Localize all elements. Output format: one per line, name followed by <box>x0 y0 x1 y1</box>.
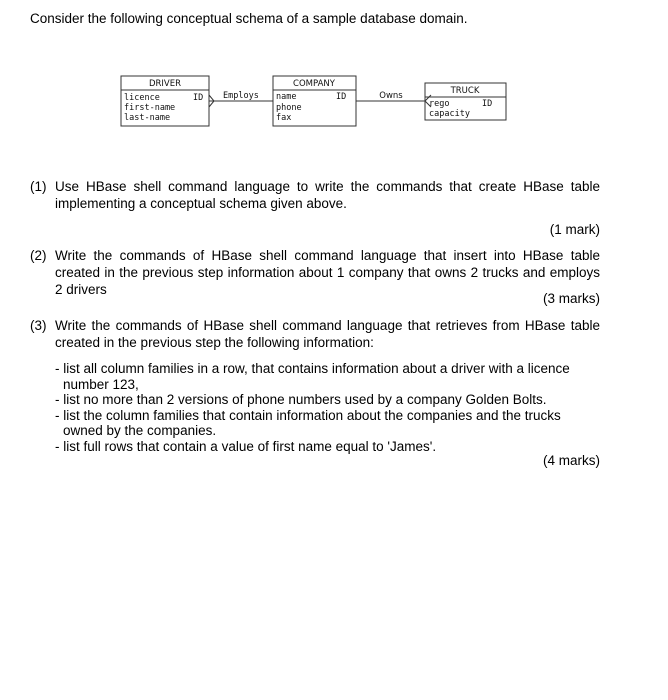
company-title: COMPANY <box>293 79 335 89</box>
driver-title: DRIVER <box>148 79 182 89</box>
conceptual-schema-diagram <box>0 0 668 140</box>
list-item: - list the column families that contain information about the companies and the trucks owned by the companies. <box>55 407 561 438</box>
list-item: - list all column families in a row, that contains information about a driver with a licence number 123, <box>55 361 570 392</box>
employs-relationship <box>209 91 273 107</box>
owns-relationship <box>356 91 431 107</box>
question-2-marks: (3 marks) <box>543 291 600 306</box>
truck-key: ID <box>482 99 493 109</box>
question-text: Write the commands of HBase shell command language that retrieves from HBase table created in the previous step the following information: <box>55 318 600 350</box>
company-entity <box>273 76 356 126</box>
driver-attr: first-name <box>124 103 176 113</box>
driver-attr: last-name <box>124 113 171 123</box>
company-attr: fax <box>276 113 292 123</box>
driver-attr: licence <box>124 93 160 103</box>
question-text: Use HBase shell command language to write the commands that create HBase table implementing a conceptual schema given above. <box>55 179 600 211</box>
owns-label: Owns <box>379 91 403 101</box>
intro-text: Consider the following conceptual schema of a sample database domain. <box>30 11 468 26</box>
list-item: - list full rows that contain a value of first name equal to 'James'. <box>55 438 437 454</box>
company-attr: name <box>276 92 297 102</box>
company-attr: phone <box>276 103 302 113</box>
question-number: (1) <box>30 179 47 194</box>
question-1-marks: (1 mark) <box>549 222 600 237</box>
question-3-marks: (4 marks) <box>543 453 600 468</box>
question-1 <box>30 178 600 212</box>
list-item: - list no more than 2 versions of phone numbers used by a company Golden Bolts. <box>55 392 547 407</box>
question-number: (3) <box>30 318 47 333</box>
question-3-bullet-list <box>55 361 600 454</box>
employs-label: Employs <box>223 91 259 101</box>
question-3 <box>30 317 600 351</box>
truck-attr: capacity <box>429 109 470 119</box>
question-text: Write the commands of HBase shell command language that insert into HBase table created in the previous step information about 1 company that owns 2 trucks and employs 2 drivers <box>55 248 600 297</box>
truck-entity <box>425 83 506 120</box>
question-2 <box>30 247 600 298</box>
company-key: ID <box>336 92 347 102</box>
truck-title: TRUCK <box>450 86 480 96</box>
question-number: (2) <box>30 248 47 263</box>
driver-entity <box>121 76 209 126</box>
truck-attr: rego <box>429 99 450 109</box>
driver-key: ID <box>193 93 204 103</box>
